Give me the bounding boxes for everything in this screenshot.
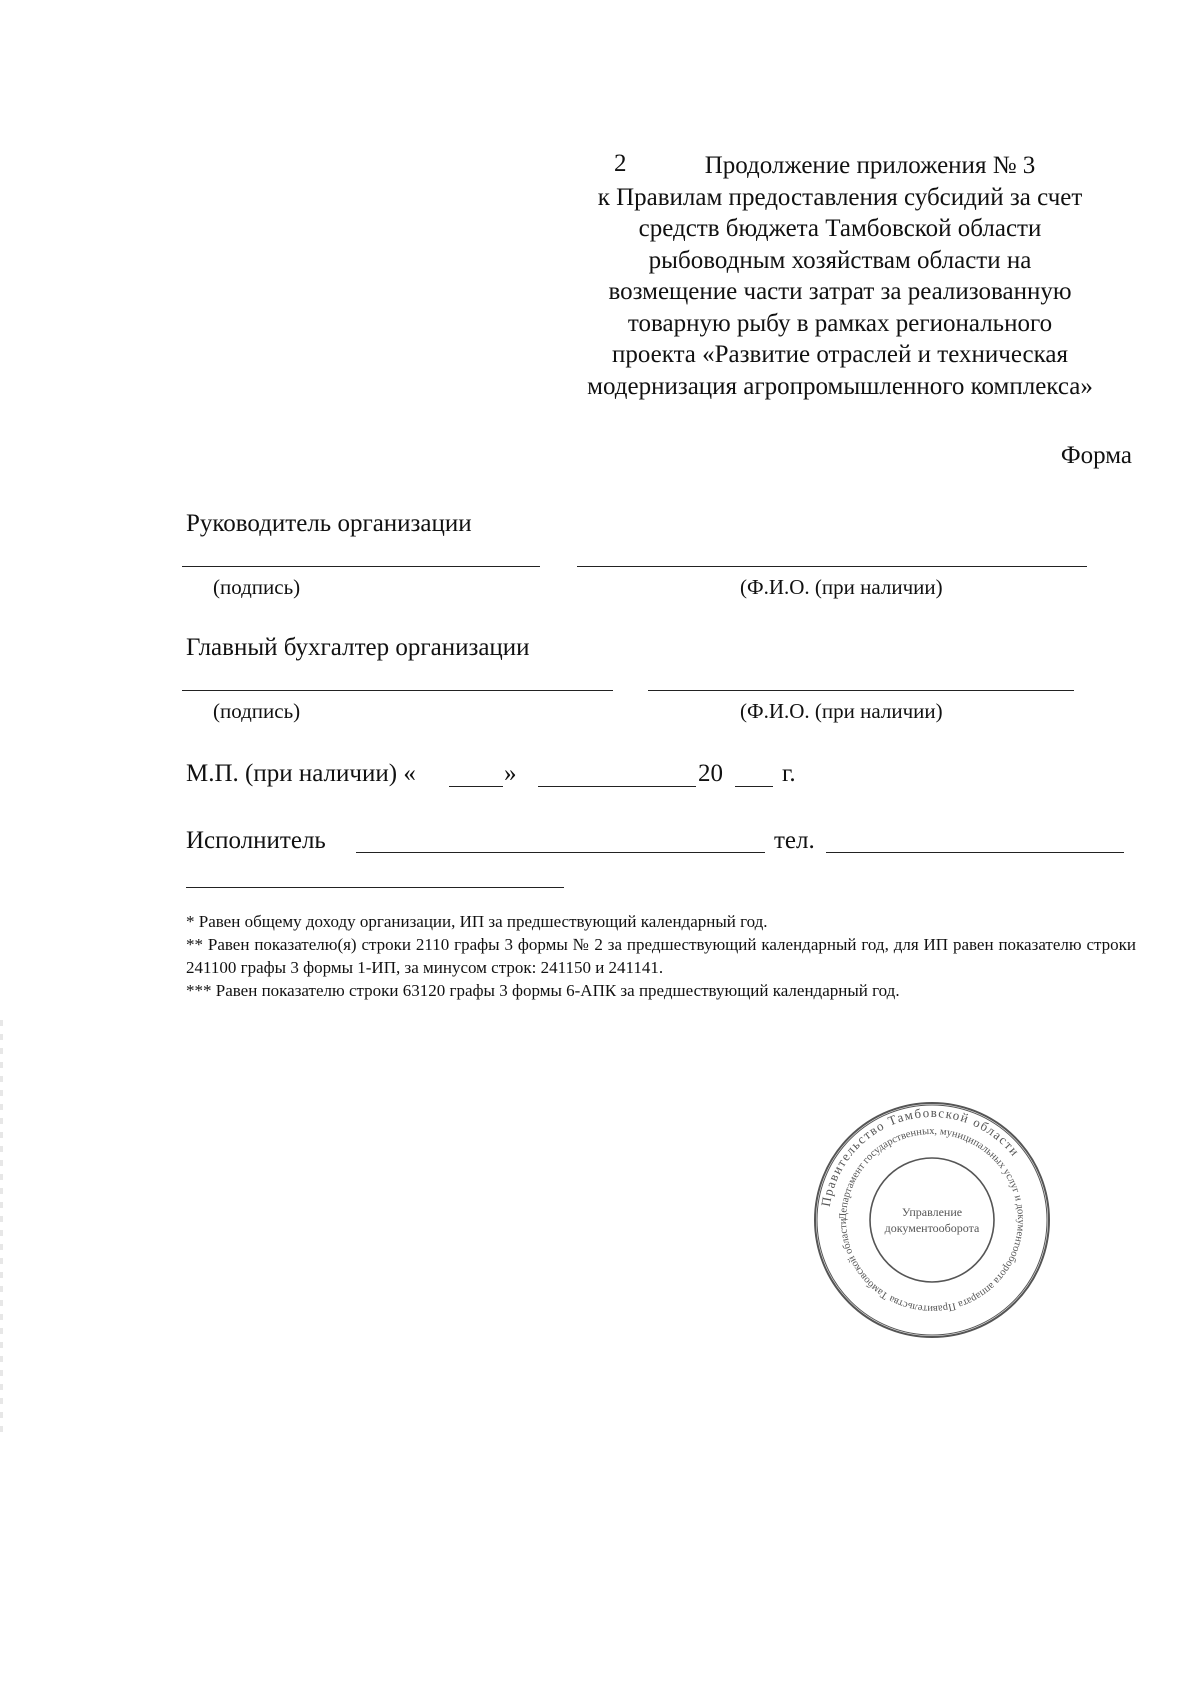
header-line: рыбоводным хозяйствам области на — [648, 246, 1032, 274]
header-line: модернизация агропромышленного комплекса» — [587, 372, 1093, 400]
year-line[interactable] — [735, 786, 773, 787]
page-number: 2 — [614, 150, 627, 177]
scan-artifact-edge — [0, 1020, 3, 1440]
svg-text:Департамент государственных, м — [838, 1126, 1026, 1314]
day-close-quote: » — [504, 760, 517, 787]
accountant-signature-caption: (подпись) — [213, 699, 301, 723]
stamp-center-line2: документооборота — [884, 1221, 980, 1235]
head-title: Руководитель организации — [186, 510, 472, 537]
year-suffix: г. — [782, 760, 796, 787]
footnotes — [186, 910, 1136, 1002]
accountant-name-caption: (Ф.И.О. (при наличии) — [740, 699, 943, 723]
stamp-seal-icon — [812, 1100, 1052, 1340]
header-line: к Правилам предоставления субсидий за счет — [597, 183, 1083, 211]
head-signature-line[interactable] — [182, 566, 540, 567]
stamp-middle-text: Департамент государственных, муниципальных услуг и документооборота аппарата Правительства Тамбовской области — [837, 1125, 1027, 1315]
stamp-center-line1: Управление — [901, 1205, 963, 1219]
header-line: Продолжение приложения № 3 — [704, 152, 1036, 179]
day-line[interactable] — [449, 786, 503, 787]
accountant-signature-line[interactable] — [182, 690, 613, 691]
executor-line[interactable] — [356, 852, 765, 853]
footnote: * Равен общему доходу организации, ИП за предшествующий календарный год. — [186, 912, 768, 931]
accountant-title: Главный бухгалтер организации — [186, 634, 530, 661]
executor-label: Исполнитель — [186, 827, 326, 854]
header-line: средств бюджета Тамбовской области — [638, 215, 1042, 242]
head-signature-caption: (подпись) — [213, 575, 301, 599]
official-stamp — [812, 1100, 1052, 1340]
head-name-caption: (Ф.И.О. (при наличии) — [740, 575, 943, 599]
accountant-name-line[interactable] — [648, 690, 1074, 691]
executor-continuation-line[interactable] — [186, 887, 564, 888]
phone-line[interactable] — [826, 852, 1124, 853]
form-label: Форма — [1060, 442, 1132, 469]
appendix-header — [540, 150, 1140, 402]
header-line: товарную рыбу в рамках регионального — [627, 309, 1053, 337]
month-line[interactable] — [538, 786, 696, 787]
head-name-line[interactable] — [577, 566, 1087, 567]
year-prefix: 20 — [698, 760, 723, 787]
seal-label: М.П. (при наличии) « — [186, 760, 416, 787]
header-line: возмещение части затрат за реализованную — [608, 278, 1072, 305]
header-line: проекта «Развитие отраслей и техническая — [611, 341, 1068, 368]
stamp-outer-text: Правительство Тамбовской области — [817, 1104, 1024, 1208]
footnote: ** Равен показателю(я) строки 2110 графы 3 формы № 2 за предшествующий календарный год, для ИП равен показателю строки 241100 графы 3 формы 1-ИП, за минусом строк: 241150 и 241141. — [186, 935, 1136, 977]
phone-label: тел. — [774, 827, 815, 854]
footnote: *** Равен показателю строки 63120 графы 3 формы 6-АПК за предшествующий календарный год. — [186, 981, 900, 1000]
